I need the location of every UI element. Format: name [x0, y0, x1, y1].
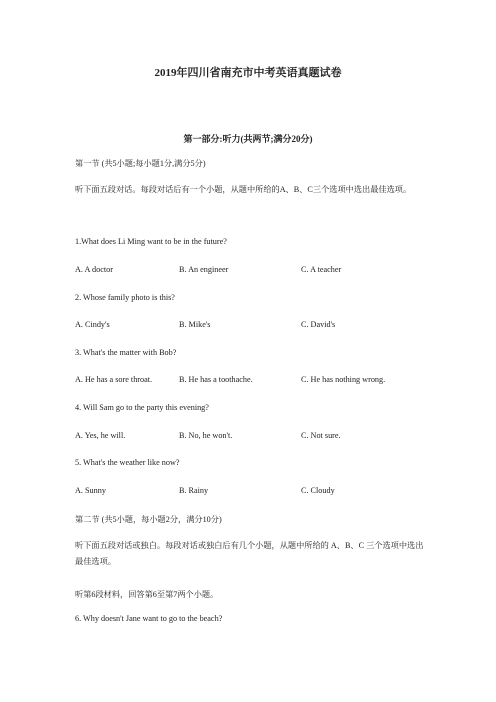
q1-option-a: A. A doctor	[75, 265, 113, 274]
q5-option-b: B. Rainy	[179, 486, 209, 495]
q3-option-a: A. He has a sore throat.	[75, 375, 153, 384]
q2-option-b: B. Mike's	[179, 320, 211, 329]
q4-option-a: A. Yes, he will.	[75, 431, 126, 440]
q5-option-a: A. Sunny	[75, 486, 106, 495]
page-title: 2019年四川省南充市中考英语真题试卷	[154, 67, 342, 79]
section1-heading: 第一节 (共5小题;每小题1分,满分5分)	[75, 159, 206, 168]
q1-option-c: C. A teacher	[301, 265, 342, 274]
section1-instructions: 听下面五段对话。每段对话后有一个小题，从题中所给的A、B、C三个选项中选出最佳选项。	[75, 185, 412, 194]
question-1: 1.What does Li Ming want to be in the future?	[75, 237, 227, 246]
q4-option-b: B. No, he won't.	[179, 431, 233, 440]
q4-option-c: C. Not sure.	[301, 431, 341, 440]
question-6: 6. Why doesn't Jane want to go to the beach?	[75, 614, 223, 623]
q2-option-a: A. Cindy's	[75, 320, 110, 329]
question-2: 2. Whose family photo is this?	[75, 293, 175, 302]
q2-option-c: C. David's	[301, 320, 336, 329]
q3-option-c: C. He has nothing wrong.	[301, 375, 386, 384]
section2-heading: 第二节 (共5小题，每小题2分，满分10分)	[75, 515, 222, 524]
material-note: 听第6段材料，回答第6至第7两个小题。	[75, 590, 219, 599]
question-4: 4. Will Sam go to the party this evening?	[75, 403, 209, 412]
part1-heading: 第一部分:听力(共两节;满分20分)	[183, 134, 313, 144]
q5-option-c: C. Cloudy	[301, 486, 335, 495]
q3-option-b: B. He has a toothache.	[179, 375, 253, 384]
question-3: 3. What's the matter with Bob?	[75, 348, 177, 357]
question-5: 5. What's the weather like now?	[75, 458, 180, 467]
q1-option-b: B. An engineer	[179, 265, 229, 274]
section2-instructions: 听下面五段对话或独白。每段对话或独白后有几个小题，从题中所给的 A、B、C 三个选项中选出最佳选项。	[75, 541, 424, 566]
